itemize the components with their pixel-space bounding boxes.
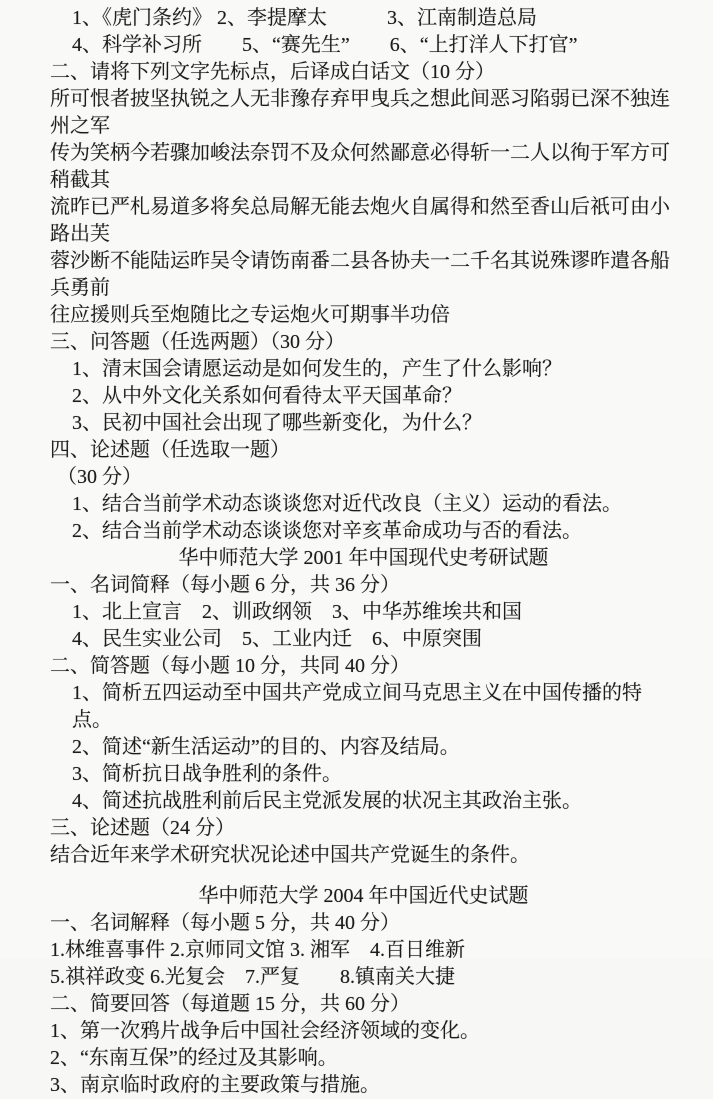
passage-line: 流昨已严札易道多将矣总局解无能去炮火自属得和然至香山后祇可由小路出芙 [50, 196, 670, 245]
question-section-heading: 二、简要回答（每道题 15 分，共 60 分） [50, 993, 410, 1015]
question-item: 2、从中外文化关系如何看待太平天国革命？ [72, 385, 462, 407]
passage-line: 蓉沙断不能陆运昨吴令请饬南番二县各协夫一二千名其说殊谬昨遣各船兵勇前 [50, 250, 670, 299]
question-section-heading: 二、请将下列文字先标点，后译成白话文（10 分） [50, 61, 495, 83]
passage-line: 往应援则兵至炮随比之专运炮火可期事半功倍 [50, 304, 450, 326]
question-item: 3、民初中国社会出现了哪些新变化，为什么？ [72, 412, 482, 434]
score-note: （30 分） [57, 466, 142, 488]
question-section-heading: 四、论述题（任选取一题） [50, 439, 290, 461]
question-item: 2、“东南互保”的经过及其影响。 [50, 1047, 338, 1069]
terms-row: 4、民生实业公司 5、工业内迁 6、中原突围 [72, 628, 482, 650]
terms-row: 1、《虎门条约》 2、李提摩太 3、江南制造总局 [72, 7, 537, 29]
question-item: 1、清末国会请愿运动是如何发生的，产生了什么影响？ [72, 358, 562, 380]
terms-row: 5.祺祥政变 6.光复会 7.严复 8.镇南关大捷 [50, 966, 455, 988]
question-item: 1、结合当前学术动态谈谈您对近代改良（主义）运动的看法。 [72, 493, 622, 515]
terms-row: 1、北上宣言 2、训政纲领 3、中华苏维埃共和国 [72, 601, 522, 623]
exam-title-2004: 华中师范大学 2004 年中国近代史试题 [198, 885, 529, 907]
question-item: 4、简述抗战胜利前后民主党派发展的状况主其政治主张。 [72, 790, 582, 812]
terms-row: 1.林维喜事件 2.京师同文馆 3. 湘军 4.百日维新 [50, 939, 465, 961]
question-section-heading: 一、名词解释（每小题 5 分，共 40 分） [50, 912, 400, 934]
question-item: 2、简述“新生活运动”的目的、内容及结局。 [72, 736, 460, 758]
question-item: 3、南京临时政府的主要政策与措施。 [50, 1074, 380, 1096]
passage-line: 传为笑柄今若骤加峻法奈罚不及众何然鄙意必得斩一二人以徇于军方可稍截其 [50, 142, 670, 191]
exam-title-2001: 华中师范大学 2001 年中国现代史考研试题 [178, 547, 549, 569]
question-item: 1、简析五四运动至中国共产党成立间马克思主义在中国传播的特点。 [72, 682, 642, 731]
question-item: 1、第一次鸦片战争后中国社会经济领域的变化。 [50, 1020, 480, 1042]
question-section-heading: 三、问答题（任选两题）（30 分） [50, 331, 345, 353]
question-section-heading: 二、简答题（每小题 10 分，共同 40 分） [50, 655, 410, 677]
terms-row: 4、科学补习所 5、“赛先生” 6、“上打洋人下打官” [72, 34, 578, 56]
question-section-heading: 一、名词简释（每小题 6 分，共 36 分） [50, 574, 400, 596]
passage-line: 所可恨者披坚执锐之人无非豫存弃甲曳兵之想此间恶习陷弱已深不独连州之军 [50, 88, 670, 137]
essay-question: 结合近年来学术研究状况论述中国共产党诞生的条件。 [50, 844, 530, 866]
question-section-heading: 三、论述题（24 分） [50, 817, 235, 839]
question-item: 2、结合当前学术动态谈谈您对辛亥革命成功与否的看法。 [72, 520, 582, 542]
question-item: 3、简析抗日战争胜利的条件。 [72, 763, 342, 785]
